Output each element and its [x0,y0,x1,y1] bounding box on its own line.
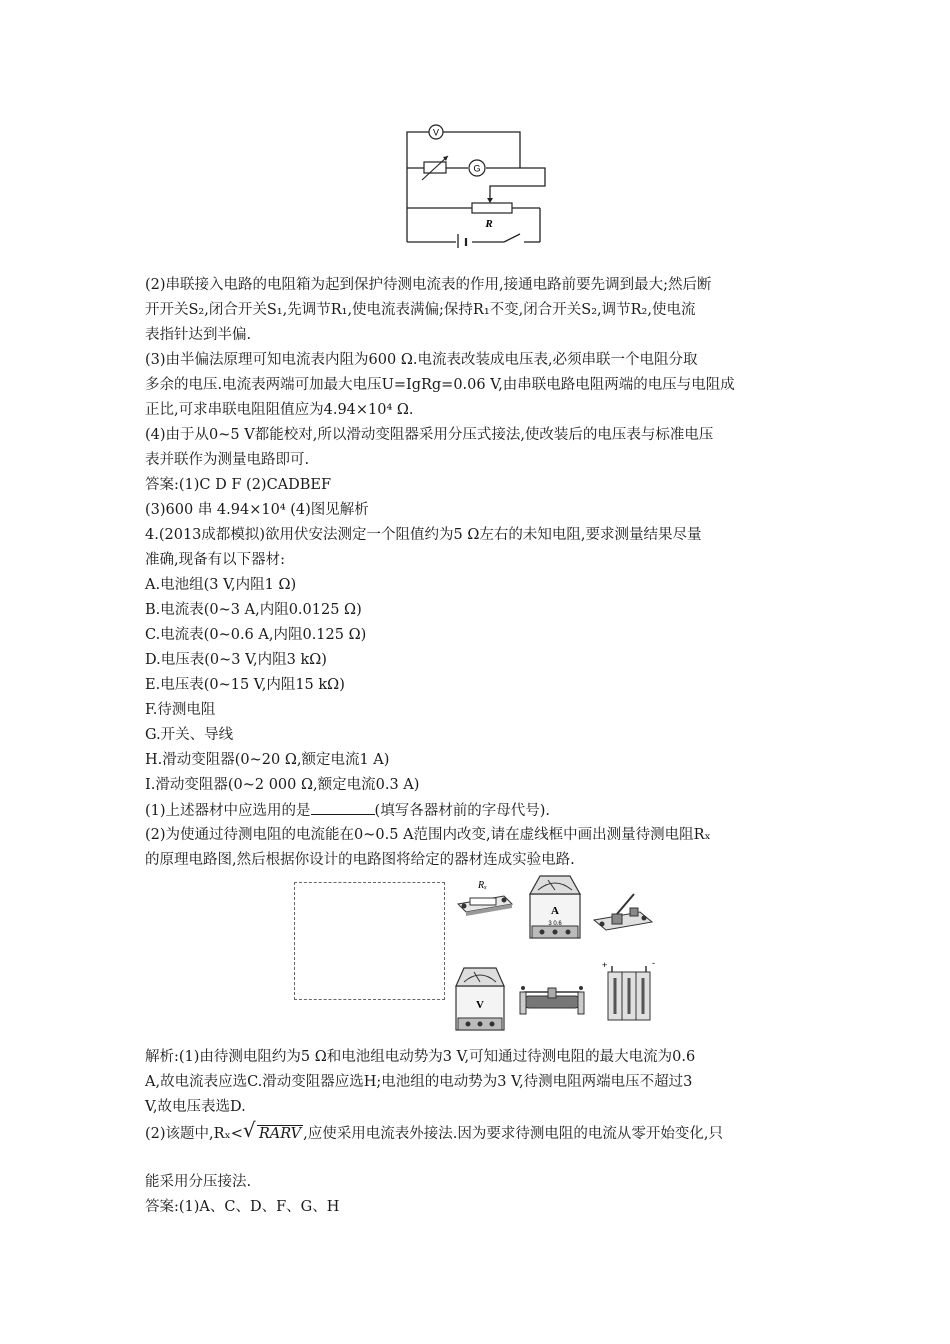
analysis-line: V,故电压表选D. [145,1099,246,1115]
rheostat-label: R [485,218,493,230]
drawing-box [294,882,445,1000]
text-line: (4)由于从0~5 V都能校对,所以滑动变阻器采用分压式接法,使改装后的电压表与标准电压 [145,427,714,443]
analysis2-prefix: (2)该题中,Rₓ< [145,1126,243,1142]
sqrt-expression: √ RARV [242,1118,302,1142]
answer-line: (3)600 串 4.94×10⁴ (4)图见解析 [145,502,369,518]
question-line: 4.(2013成都模拟)欲用伏安法测定一个阻值约为5 Ω左右的未知电阻,要求测量结果尽量 [145,527,702,543]
sub-question-2: 的原理电路图,然后根据你设计的电路图将给定的器材连成实验电路. [145,852,575,868]
answer-blank [311,800,375,815]
equipment-item: E.电压表(0~15 V,内阻15 kΩ) [145,677,345,693]
sliding-rheostat-icon [520,986,584,1014]
voltmeter-device-label: V [476,999,484,1011]
analysis2-suffix: ,应使采用电流表外接法.因为要求待测电阻的电流从零开始变化,只 [303,1126,723,1142]
q1-text: (1)上述器材中应选用的是 [145,803,311,819]
final-answer: 答案:(1)A、C、D、F、G、H [145,1199,340,1215]
equipment-item: G.开关、导线 [145,727,234,743]
equipment-item: F.待测电阻 [145,702,216,718]
switch-icon [594,894,652,930]
ammeter-scale-label: 3 0.6 [548,921,562,927]
galvanometer-label: G [473,163,481,174]
rx-label: Rₓ [478,880,487,891]
analysis-line: 解析:(1)由待测电阻约为5 Ω和电池组电动势为3 V,可知通过待测电阻的最大电流为0.6 [145,1049,696,1065]
text-line: 多余的电压.电流表两端可加最大电压U=IgRg=0.06 V,由串联电路电阻两端的电压与电阻成 [145,377,735,393]
circuit-diagram [400,124,550,248]
analysis-line: A,故电流表应选C.滑动变阻器应选H;电池组的电动势为3 V,待测电阻两端电压不超过3 [145,1074,693,1090]
analysis-line: 能采用分压接法. [145,1174,252,1190]
sub-question-2: (2)为使通过待测电阻的电流能在0~0.5 A范围内改变,请在虚线框中画出测量待测电阻Rₓ [145,827,711,843]
question-line: 准确,现备有以下器材: [145,552,285,568]
battery-pack-icon [602,958,655,1020]
text-line: 表并联作为测量电路即可. [145,452,310,468]
equipment-item: C.电流表(0~0.6 A,内阻0.125 Ω) [145,627,367,643]
equipment-item: B.电流表(0~3 A,内阻0.0125 Ω) [145,602,362,618]
sub-question-1 [145,800,550,821]
equipment-item: A.电池组(3 V,内阻1 Ω) [145,577,297,593]
text-line: 表指针达到半偏. [145,327,252,343]
text-line: 正比,可求串联电阻阻值应为4.94×10⁴ Ω. [145,402,414,418]
sqrt-radicand: RARV [258,1126,302,1142]
equipment-figure [452,868,664,1034]
q1-hint: (填写各器材前的字母代号). [374,803,550,819]
equipment-item: D.电压表(0~3 V,内阻3 kΩ) [145,652,327,668]
svg-text:+: + [602,960,608,970]
text-line: (2)串联接入电路的电阻箱为起到保护待测电流表的作用,接通电路前要先调到最大;然后断 [145,277,712,293]
answer-line: 答案:(1)C D F (2)CADBEF [145,477,332,493]
analysis-formula-line [145,1118,723,1144]
text-line: 开开关S₂,闭合开关S₁,先调节R₁,使电流表满偏;保持R₁不变,闭合开关S₂,调节R₂,使电流 [145,302,696,318]
svg-text:-: - [652,958,655,968]
ammeter-label: A [551,905,559,917]
text-line: (3)由半偏法原理可知电流表内阻为600 Ω.电流表改装成电压表,必须串联一个电阻分取 [145,352,698,368]
voltmeter-label: V [432,127,440,138]
resistor-rx-icon [458,896,512,916]
equipment-item: H.滑动变阻器(0~20 Ω,额定电流1 A) [145,752,390,768]
equipment-item: I.滑动变阻器(0~2 000 Ω,额定电流0.3 A) [145,777,420,793]
